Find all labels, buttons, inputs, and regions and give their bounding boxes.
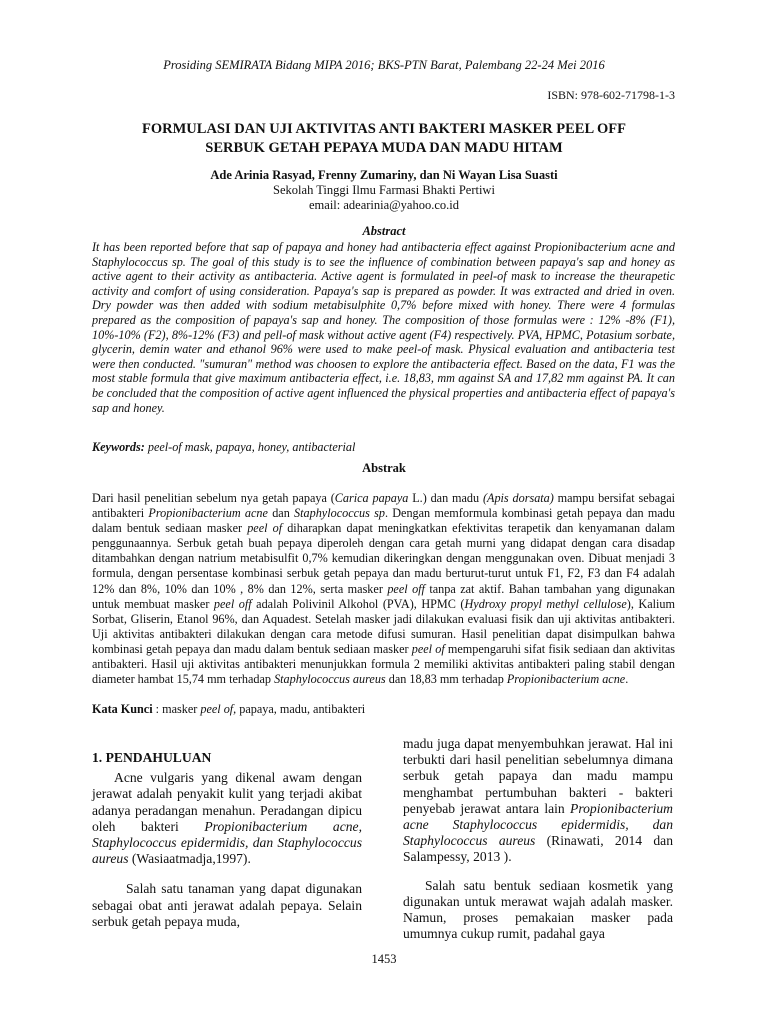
affiliation: Sekolah Tinggi Ilmu Farmasi Bhakti Pertiwi — [273, 183, 495, 197]
abstrak-italic: Staphylococcus aureus — [274, 672, 386, 687]
abstrak-text: . — [625, 672, 629, 687]
abstrak-italic: Propionibacterium acne — [148, 506, 268, 521]
right-column — [403, 736, 673, 952]
abstrak-italic: Propionibacterium acne — [506, 672, 626, 687]
kata-kunci-label: Kata Kunci — [92, 702, 153, 716]
keywords-english — [92, 440, 675, 455]
paragraph-text: Acne vulgaris yang dikenal awam dengan jerawat adalah penyakit kulit yang terjadi akibat adanya peradangan menahun. Peradangan dipicu oleh bakteri — [92, 770, 362, 834]
abstrak-text: adalah Polivinil Alkohol (PVA), HPMC ( — [251, 596, 465, 611]
paper-title — [80, 120, 688, 158]
running-header: Prosiding SEMIRATA Bidang MIPA 2016; BKS-PTN Barat, Palembang 22-24 Mei 2016 — [163, 58, 605, 72]
kata-kunci — [92, 702, 675, 717]
abstrak-italic: (Apis dorsata) — [482, 491, 554, 505]
keywords-label: Keywords: — [92, 440, 145, 454]
paragraph-text: (Rinawati, 2014 dan Salampessy, 2013 ). — [403, 833, 673, 865]
abstrak-indonesian — [92, 491, 675, 687]
abstrak-italic: peel of — [247, 521, 283, 536]
abstrak-italic: peel of — [411, 641, 445, 656]
abstrak-text: mampu bersifat sebagai antibakteri — [92, 491, 675, 521]
abstrak-text: . Dengan memformula kombinasi getah pepaya dan madu dalam bentuk sediaan masker — [92, 506, 675, 536]
email: email: adearinia@yahoo.co.id — [309, 198, 459, 212]
abstrak-text: ), Kalium Sorbat, Gliserin, Etanol 96%, dan Aquadest. Setelah masker jadi dilakukan evaluasi fisik dan uji aktivitas antibakteri. Uji aktivitas antibakteri dilakukan dengan cara metode difusi sumuran. Hasil penelitian dapat disimpulkan bahwa kombinasi getah pepaya dan madu dalam bentuk sediaan masker — [92, 596, 675, 656]
abstrak-italic: Staphylococcus sp — [294, 506, 385, 521]
abstrak-italic: peel off — [387, 581, 425, 596]
abstrak-text: dan 18,83 mm terhadap — [385, 672, 507, 687]
left-paragraph-1 — [92, 770, 362, 867]
paragraph-italic: Propionibacterium acne, Staphylococcus epidermidis, dan Staphylococcus aureus — [92, 818, 362, 867]
page-number: 1453 — [371, 952, 397, 966]
kata-kunci-italic: peel of, — [200, 702, 237, 716]
abstrak-heading: Abstrak — [362, 461, 406, 475]
abstrak-italic: Carica papaya — [334, 491, 409, 505]
section-heading: 1. PENDAHULUAN — [92, 750, 212, 765]
abstrak-italic: Hydroxy propyl methyl cellulose — [464, 596, 627, 611]
left-column — [92, 750, 362, 940]
isbn: ISBN: 978-602-71798-1-3 — [547, 88, 675, 102]
abstrak-text: L.) dan madu — [408, 491, 483, 505]
abstrak-text: mempengaruhi sifat fisik sediaan dan aktivitas antibakteri. Hasil uji aktivitas antibakteri menunjukkan formula 2 memiliki aktivitas antibakteri paling stabil dengan diameter hambat 15,74 mm terhadap — [92, 641, 676, 687]
title-line-1: FORMULASI DAN UJI AKTIVITAS ANTI BAKTERI MASKER PEEL OFF — [142, 121, 626, 137]
abstrak-text: Dari hasil penelitian sebelum nya getah papaya ( — [92, 491, 335, 505]
left-paragraph-2: Salah satu tanaman yang dapat digunakan sebagai obat anti jerawat adalah pepaya. Selain serbuk getah pepaya muda, — [92, 881, 362, 929]
paragraph-italic: Propionibacterium acne Staphylococcus epidermidis, dan Staphylococcus aureus — [403, 800, 673, 849]
title-line-2: SERBUK GETAH PEPAYA MUDA DAN MADU HITAM — [205, 140, 563, 156]
abstract-english: It has been reported before that sap of papaya and honey had antibacteria effect against Propionibacterium acne and Staphylococcus sp. The goal of this study is to see the influence of combination between papaya's sap and honey as active agent to their activity as antibacteria. Active agent is formulated in peel-of mask to increase the theurapetic activity and comfort of using consideration. Papaya's sap is prepared as powder. It was extracted and dried in oven. Dry powder was then added with sodium metabisulphite 0,7% before mixed with honey. There were 4 formulas prepared as the composition of papaya's sap and honey. The composition of those formulas were : 12% -8% (F1), 10%-10% (F2), 8%-12% (F3) and pell-of mask without active agent (F4) respectively. PVA, HPMC, Potasium sorbate, glycerin, demin water and ethanol 96% were used to make peel-of mask. Physical evaluation and antibacteria test were then conducted. "sumuran" method was choosen to explore the antibacteria effect. Based on the data, F1 was the most stable formula that give maximum antibacteria effect, i.e. 18,83, mm against SA and 17,82 mm against PA. It can be concluded that the composition of active agent influenced the physical properties and antibacteria effect of papaya's sap and honey. — [92, 240, 675, 415]
abstrak-text: dan — [267, 506, 295, 521]
abstrak-text: diharapkan dapat meningkatkan efektivitas terapetik dan kenyamanan dalam penggunaannya. Serbuk getah buah pepaya diperoleh dengan cara getah murni yang didapat dengan cara disadap ditambahkan dengan natrium metabisulfit 0,7% kemudian dikeringkan dengan menggunakan oven. Dibuat menjadi 3 formula, dengan persentase kombinasi serbuk getah pepaya dan madu berturut-turut untuk F1, F2, F3 dan F4 adalah 12% dan 8%, 10% dan 10% , 8% dan 12%, serta masker — [92, 521, 676, 596]
keywords-text: peel-of mask, papaya, honey, antibacterial — [144, 440, 356, 454]
paragraph-text: madu juga dapat menyembuhkan jerawat. Hal ini terbukti dari hasil penelitian sebelumnya dimana serbuk getah papaya dan madu mampu menghambat pertumbuhan bakteri - bakteri penyebab jerawat antara lain — [403, 736, 673, 816]
authors: Ade Arinia Rasyad, Frenny Zumariny, dan Ni Wayan Lisa Suasti — [210, 168, 558, 182]
right-paragraph-1 — [403, 736, 673, 866]
kata-kunci-text: papaya, madu, antibakteri — [236, 702, 366, 716]
abstract-heading: Abstract — [362, 224, 406, 238]
paragraph-text: (Wasiaatmadja,1997). — [128, 851, 251, 867]
abstrak-text: tanpa zat aktif. Bahan tambahan yang digunakan untuk membuat masker — [92, 581, 675, 611]
kata-kunci-text: : masker — [152, 702, 201, 716]
abstrak-italic: peel off — [213, 596, 252, 611]
right-paragraph-2: Salah satu bentuk sediaan kosmetik yang digunakan untuk merawat wajah adalah masker. Namun, proses pemakaian masker pada umumnya cukup rumit, padahal gaya — [403, 877, 673, 942]
